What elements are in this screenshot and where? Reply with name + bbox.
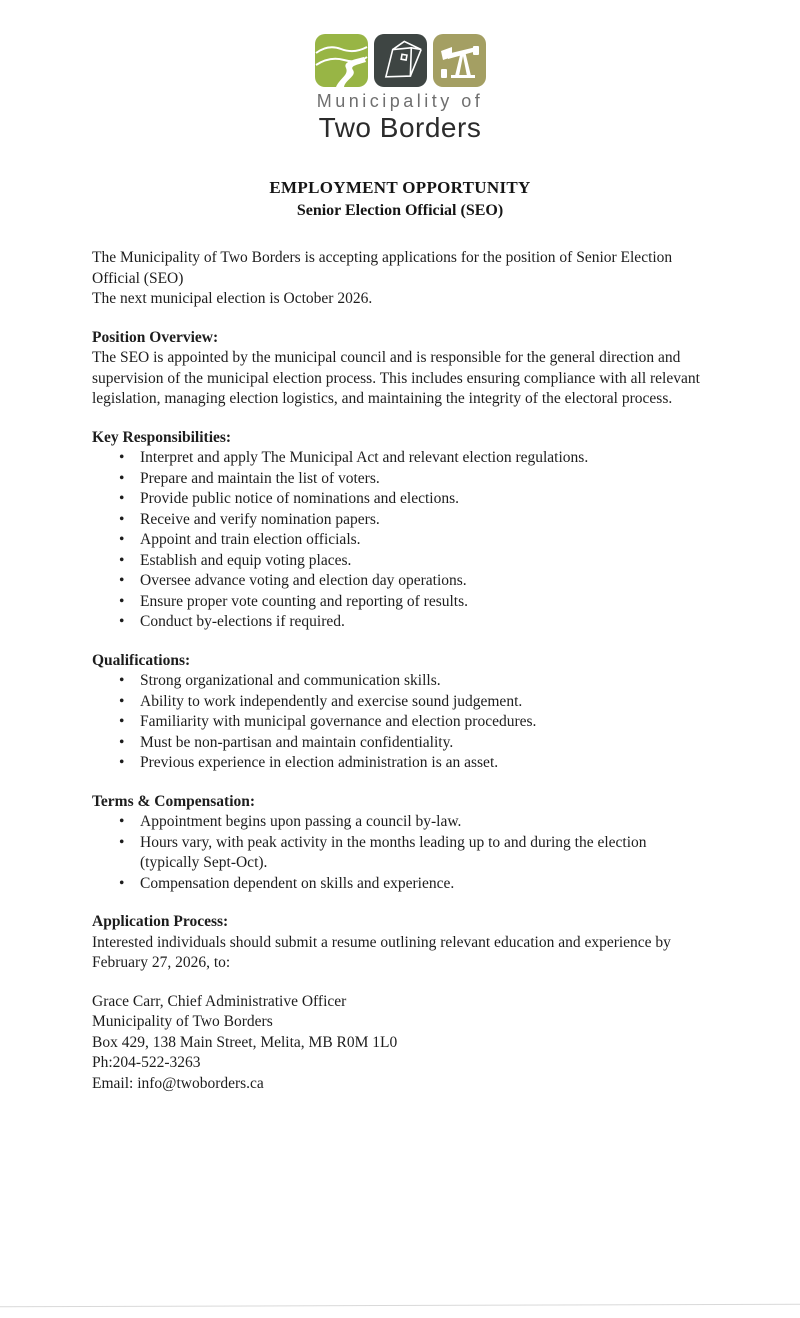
document-subtitle: Senior Election Official (SEO): [296, 202, 504, 219]
list-item: • Strong organizational and communication skills.: [92, 671, 707, 692]
contact-name: Grace Carr, Chief Administrative Officer: [92, 992, 347, 1010]
list-item: • Appointment begins upon passing a council by-law.: [92, 812, 707, 833]
section-key-responsibilities: [92, 428, 707, 633]
contact-organization: Municipality of Two Borders: [92, 1013, 273, 1030]
key-responsibilities-heading: Key Responsibilities:: [92, 428, 232, 446]
logo-tiles: [0, 34, 800, 87]
contact-address: Box 429, 138 Main Street, Melita, MB R0M 1L0: [92, 1033, 398, 1051]
list-item: • Compensation dependent on skills and experience.: [92, 874, 707, 895]
list-item: • Establish and equip voting places.: [92, 551, 707, 572]
logo-text-two-borders: Two Borders: [318, 112, 482, 143]
list-item: • Oversee advance voting and election day operations.: [92, 571, 707, 592]
list-item: • Previous experience in election administration is an asset.: [92, 753, 707, 774]
key-responsibilities-list: [92, 448, 707, 633]
list-item: • Ensure proper vote counting and reporting of results.: [92, 592, 707, 613]
contact-email: Email: info@twoborders.ca: [92, 1074, 264, 1092]
intro-line-2: The next municipal election is October 2026.: [92, 290, 373, 307]
list-item: • Familiarity with municipal governance and election procedures.: [92, 712, 707, 733]
barn-icon: [374, 34, 427, 87]
position-overview-heading: Position Overview:: [92, 328, 219, 346]
list-item: • Conduct by-elections if required.: [92, 612, 707, 633]
list-item: • Prepare and maintain the list of voters.: [92, 469, 707, 490]
position-overview-body: The SEO is appointed by the municipal council and is responsible for the general direction and supervision of the municipal election process. This includes ensuring compliance with all relevant legislation, managing election logistics, and maintaining the integrity of the electoral process.: [92, 349, 700, 407]
document-body: [92, 248, 707, 1094]
contact-phone: Ph:204-522-3263: [92, 1054, 201, 1071]
qualifications-list: [92, 671, 707, 774]
list-item: • Hours vary, with peak activity in the months leading up to and during the election (typically Sept-Oct).: [92, 833, 707, 874]
scan-edge-line: [0, 1304, 800, 1308]
list-item: • Must be non-partisan and maintain confidentiality.: [92, 733, 707, 754]
intro-paragraph: [92, 248, 707, 310]
pumpjack-icon: [433, 34, 486, 87]
logo-tile-road: [315, 34, 368, 87]
list-item: • Ability to work independently and exercise sound judgement.: [92, 692, 707, 713]
list-item: • Appoint and train election officials.: [92, 530, 707, 551]
list-item: • Provide public notice of nominations and elections.: [92, 489, 707, 510]
application-process-heading: Application Process:: [92, 913, 229, 930]
logo-tile-barn: [374, 34, 427, 87]
list-item: • Receive and verify nomination papers.: [92, 510, 707, 531]
intro-line-1: The Municipality of Two Borders is accepting applications for the position of Senior Election Official (SEO): [92, 249, 673, 287]
municipality-logo: [0, 0, 800, 144]
section-application-process: [92, 912, 707, 1094]
terms-compensation-list: [92, 812, 707, 894]
road-hills-icon: [315, 34, 368, 87]
section-terms-compensation: [92, 792, 707, 895]
logo-text-municipality-of: Municipality of: [316, 91, 484, 111]
terms-compensation-heading: Terms & Compensation:: [92, 792, 256, 810]
qualifications-heading: Qualifications:: [92, 651, 191, 669]
section-position-overview: [92, 328, 707, 410]
section-qualifications: [92, 651, 707, 774]
document-title: EMPLOYMENT OPPORTUNITY: [269, 178, 531, 197]
application-process-body: Interested individuals should submit a resume outlining relevant education and experience by February 27, 2026, to:: [92, 933, 671, 971]
contact-block: [92, 992, 707, 1095]
logo-tile-pumpjack: [433, 34, 486, 87]
list-item: • Interpret and apply The Municipal Act and relevant election regulations.: [92, 448, 707, 469]
